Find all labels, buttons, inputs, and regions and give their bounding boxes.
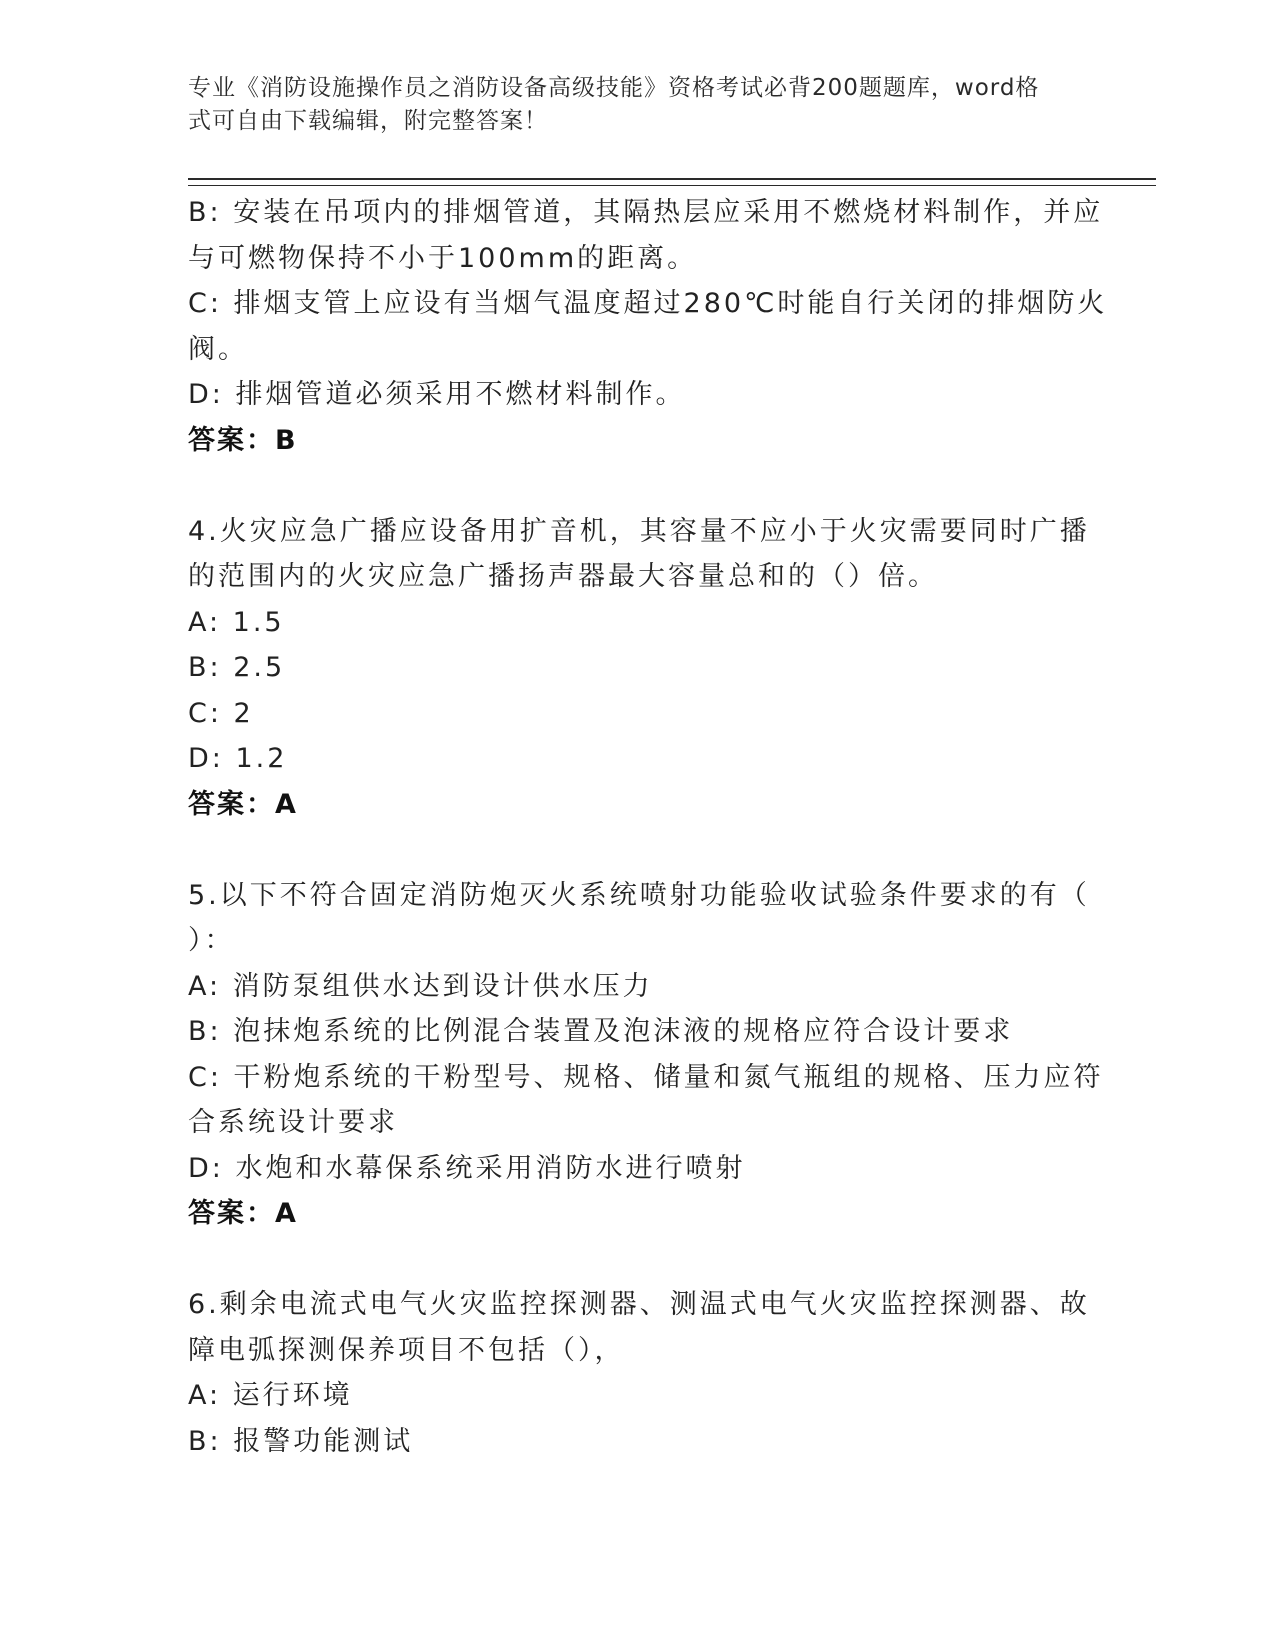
question-5 xyxy=(188,873,1104,1237)
option-d: D: 1.2 xyxy=(188,743,288,774)
question-spacer xyxy=(188,1237,1068,1283)
question-4 xyxy=(188,509,1090,828)
question-stem-line-1: 6.剩余电流式电气火灾监控探测器、测温式电气火灾监控探测器、故 xyxy=(188,1289,1090,1320)
question-spacer xyxy=(188,463,1068,509)
option-a: A: 1.5 xyxy=(188,606,285,638)
option-b-line-1: B: 安装在吊项内的排烟管道，其隔热层应采用不燃烧材料制作，并应 xyxy=(188,197,1104,228)
header-title-line-1: 专业《消防设施操作员之消防设备高级技能》资格考试必背200题题库，word格 xyxy=(188,75,1040,101)
option-a: A: 消防泵组供水达到设计供水压力 xyxy=(188,970,653,1002)
option-a: A: 运行环境 xyxy=(188,1380,353,1411)
question-stem-line-2: 的范围内的火灾应急广播扬声器最大容量总和的（）倍。 xyxy=(188,561,938,592)
answer: 答案：A xyxy=(188,788,298,820)
question-spacer xyxy=(188,827,1068,873)
answer: 答案：A xyxy=(188,1198,298,1229)
option-c-line-2: 合系统设计要求 xyxy=(188,1107,398,1138)
option-d: D: 排烟管道必须采用不燃材料制作。 xyxy=(188,379,686,410)
option-b: B: 报警功能测试 xyxy=(188,1425,414,1457)
question-stem-line-1: 5.以下不符合固定消防炮灭火系统喷射功能验收试验条件要求的有（ xyxy=(188,879,1090,911)
question-stem-line-2: ）： xyxy=(188,925,235,956)
header-divider xyxy=(188,178,1156,186)
option-d: D: 水炮和水幕保系统采用消防水进行喷射 xyxy=(188,1152,746,1184)
document-header xyxy=(188,72,1068,138)
option-c: C: 2 xyxy=(188,697,254,729)
option-c-line-2: 阀。 xyxy=(188,333,248,365)
question-6 xyxy=(188,1282,1090,1464)
option-b-line-2: 与可燃物保持不小于100mm的距离。 xyxy=(188,242,698,274)
header-title-line-2: 式可自由下载编辑，附完整答案！ xyxy=(188,108,548,134)
option-c-line-1: C: 排烟支管上应设有当烟气温度超过280℃时能自行关闭的排烟防火 xyxy=(188,288,1108,319)
question-list xyxy=(188,190,1108,1464)
question-3 xyxy=(188,190,1108,463)
question-stem-line-1: 4.火灾应急广播应设备用扩音机，其容量不应小于火灾需要同时广播 xyxy=(188,515,1090,547)
option-c-line-1: C: 干粉炮系统的干粉型号、规格、储量和氮气瓶组的规格、压力应符 xyxy=(188,1061,1104,1093)
option-b: B: 2.5 xyxy=(188,652,286,683)
answer: 答案：B xyxy=(188,424,298,456)
question-stem-line-2: 障电弧探测保养项目不包括（）， xyxy=(188,1334,625,1366)
option-b: B: 泡抹炮系统的比例混合装置及泡沫液的规格应符合设计要求 xyxy=(188,1016,1014,1047)
